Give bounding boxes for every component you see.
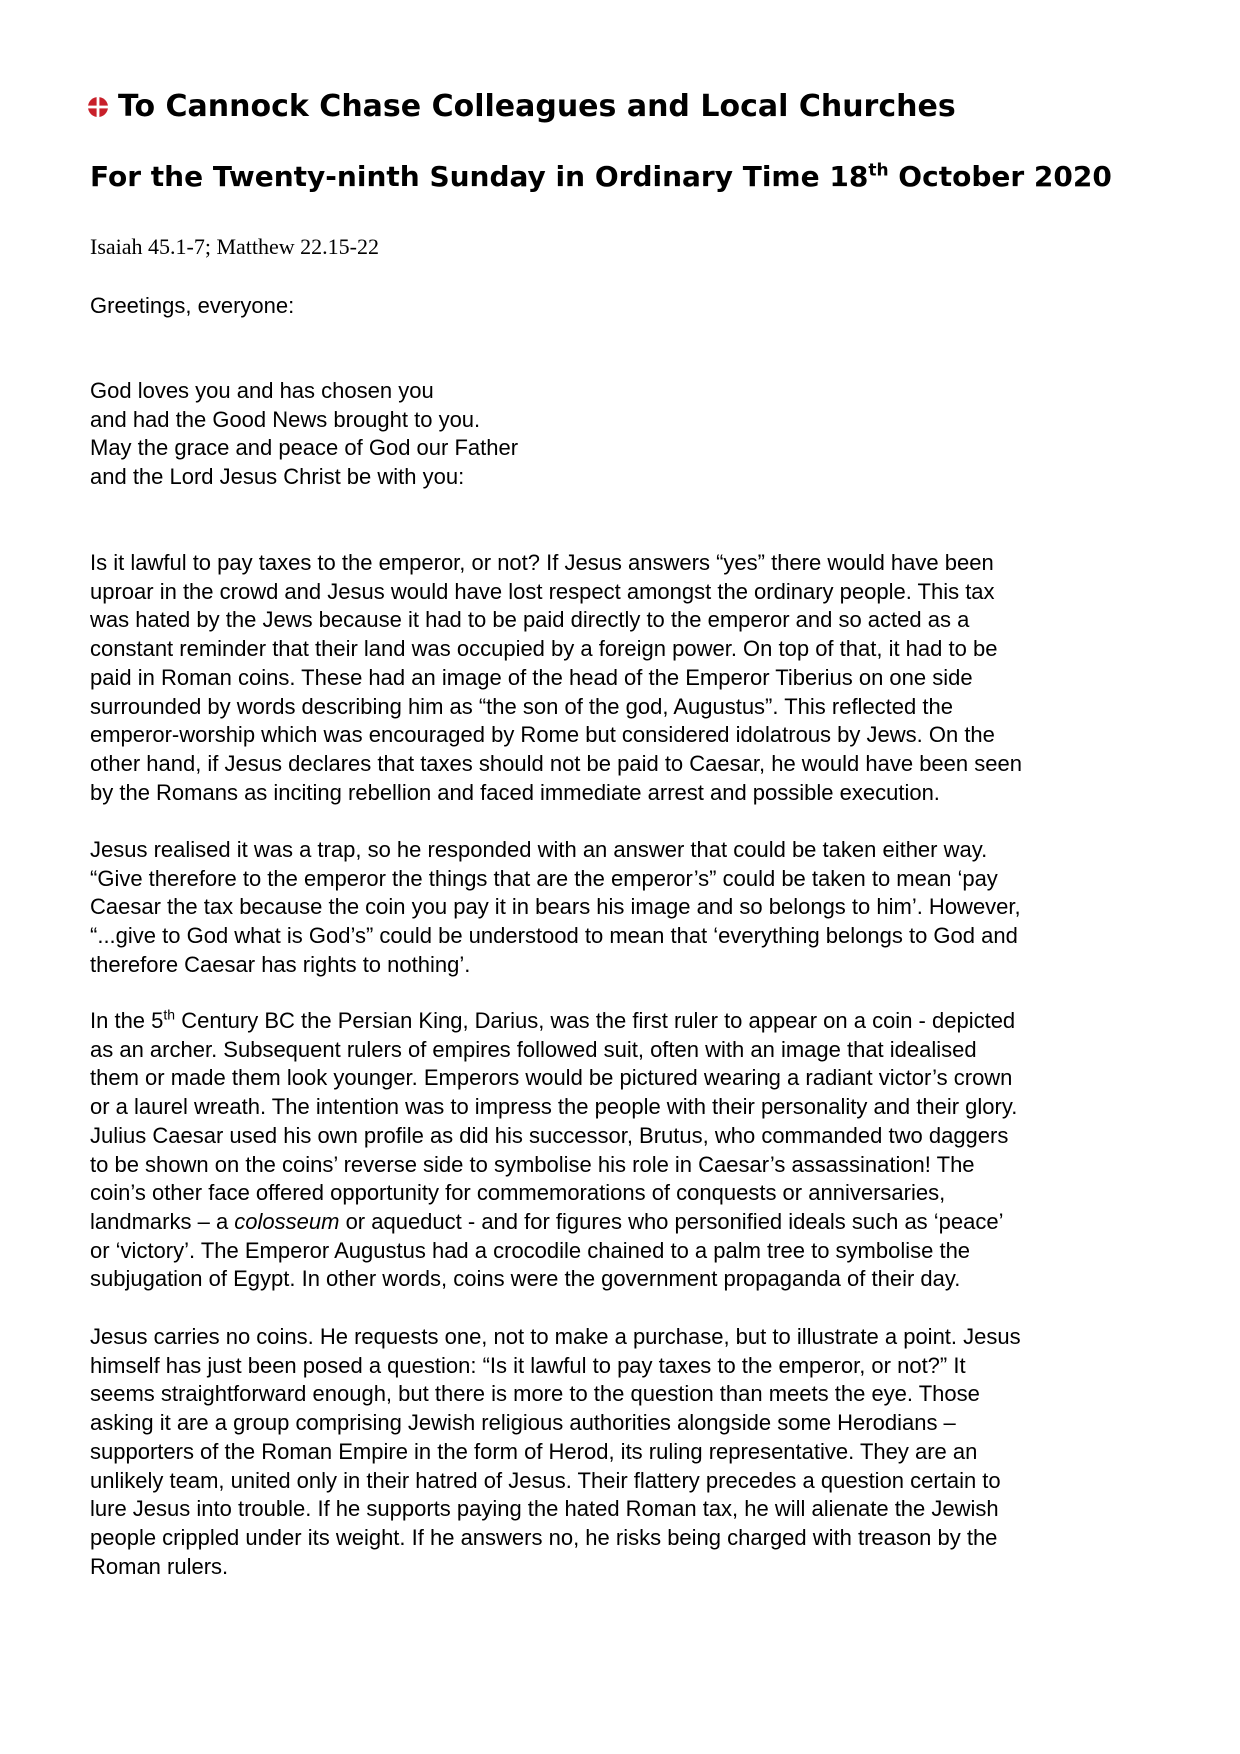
paragraph-line: or a laurel wreath. The intention was to impress the people with their personality and their glory. [90,1094,1018,1120]
paragraph-line: unlikely team, united only in their hatred of Jesus. Their flattery precedes a question certain to [90,1467,1001,1493]
paragraph-line: Roman rulers. [90,1553,229,1579]
paragraph-line: Jesus realised it was a trap, so he responded with an answer that could be taken either way. [90,837,988,862]
paragraph-line: lure Jesus into trouble. If he supports paying the hated Roman tax, he will alienate the Jewish [90,1496,999,1522]
paragraph-line: Jesus carries no coins. He requests one, not to make a purchase, but to illustrate a point. Jesus [90,1324,1021,1349]
paragraph-line: people crippled under its weight. If he answers no, he risks being charged with treason by the [90,1524,998,1550]
blessing-line: May the grace and peace of God our Father [90,435,519,461]
blessing-line: and the Lord Jesus Christ be with you: [90,464,465,490]
sunday-title-date: October 2020 [888,160,1112,193]
sunday-title [90,159,1150,195]
blessing [90,377,518,492]
paragraph-line: Julius Caesar used his own profile as did his successor, Brutus, who commanded two daggers [90,1122,1009,1148]
line-text: Century BC the Persian King, Darius, was the first ruler to appear on a coin - depicted [175,1008,1016,1033]
paragraph-coin-history [90,1007,1160,1294]
line-text: In the 5 [90,1008,164,1033]
paragraph-line: coin’s other face offered opportunity for commemorations of conquests or anniversaries, [90,1180,946,1206]
paragraph-line: or ‘victory’. The Emperor Augustus had a crocodile chained to a palm tree to symbolise the [90,1237,971,1263]
church-logo-icon [87,96,109,118]
blessing-line: God loves you and has chosen you [90,378,434,403]
paragraph-line: to be shown on the coins’ reverse side to symbolise his role in Caesar’s assassination! The [90,1151,975,1177]
ordinal-suffix: th [163,1006,176,1023]
paragraph-line: uproar in the crowd and Jesus would have lost respect amongst the ordinary people. This tax [90,578,995,604]
paragraph-line: constant reminder that their land was occupied by a foreign power. On top of that, it had to be [90,636,998,662]
paragraph-line: them or made them look younger. Emperors would be pictured wearing a radiant victor’s crown [90,1065,1013,1091]
paragraph-trap-answer [90,836,1160,980]
paragraph-line: seems straightforward enough, but there is more to the question than meets the eye. Those [90,1381,980,1407]
scripture-readings: Isaiah 45.1-7; Matthew 22.15-22 [90,234,379,259]
italic-term: colosseum [234,1208,340,1234]
paragraph-line: was hated by the Jews because it had to be paid directly to the emperor and so acted as a [90,607,970,633]
paragraph-line [90,1007,1160,1036]
paragraph-line: “Give therefore to the emperor the things that are the emperor’s” could be taken to mean ‘pay [90,865,998,891]
paragraph-line: supporters of the Roman Empire in the form of Herod, its ruling representative. They are an [90,1438,978,1464]
paragraph-line [90,1208,1160,1237]
line-text: or aqueduct - and for figures who personified ideals such as ‘peace’ [339,1208,1004,1234]
paragraph-line: emperor-worship which was encouraged by Rome but considered idolatrous by Jews. On the [90,722,995,748]
letterhead-text: To Cannock Chase Colleagues and Local Churches [118,89,956,124]
blessing-line: and had the Good News brought to you. [90,406,481,432]
ordinal-suffix: th [868,160,889,181]
paragraph-line: asking it are a group comprising Jewish religious authorities alongside some Herodians – [90,1410,956,1436]
greeting: Greetings, everyone: [90,293,295,318]
paragraph-taxes-question [90,549,1160,807]
paragraph-line: paid in Roman coins. These had an image of the head of the Emperor Tiberius on one side [90,664,973,690]
paragraph-line: subjugation of Egypt. In other words, coins were the government propaganda of their day. [90,1266,961,1292]
letterhead [87,88,956,126]
paragraph-line: Caesar the tax because the coin you pay it in bears his image and so belongs to him’. However, [90,894,1021,920]
paragraph-line: himself has just been posed a question: “Is it lawful to pay taxes to the emperor, or not?” It [90,1352,966,1378]
paragraph-no-coins [90,1323,1160,1581]
line-text: landmarks – a [90,1208,235,1234]
paragraph-line: “...give to God what is God’s” could be understood to mean that ‘everything belongs to God and [90,923,1018,949]
paragraph-line: other hand, if Jesus declares that taxes should not be paid to Caesar, he would have been seen [90,750,1022,776]
paragraph-line: therefore Caesar has rights to nothing’. [90,951,471,977]
paragraph-line: surrounded by words describing him as “the son of the god, Augustus”. This reflected the [90,693,953,719]
paragraph-line: Is it lawful to pay taxes to the emperor, or not? If Jesus answers “yes” there would have been [90,550,994,575]
sunday-title-text: For the Twenty-ninth Sunday in Ordinary Time 18 [90,160,869,193]
paragraph-line: as an archer. Subsequent rulers of empires followed suit, often with an image that idealised [90,1036,977,1062]
paragraph-line: by the Romans as inciting rebellion and faced immediate arrest and possible execution. [90,779,940,805]
